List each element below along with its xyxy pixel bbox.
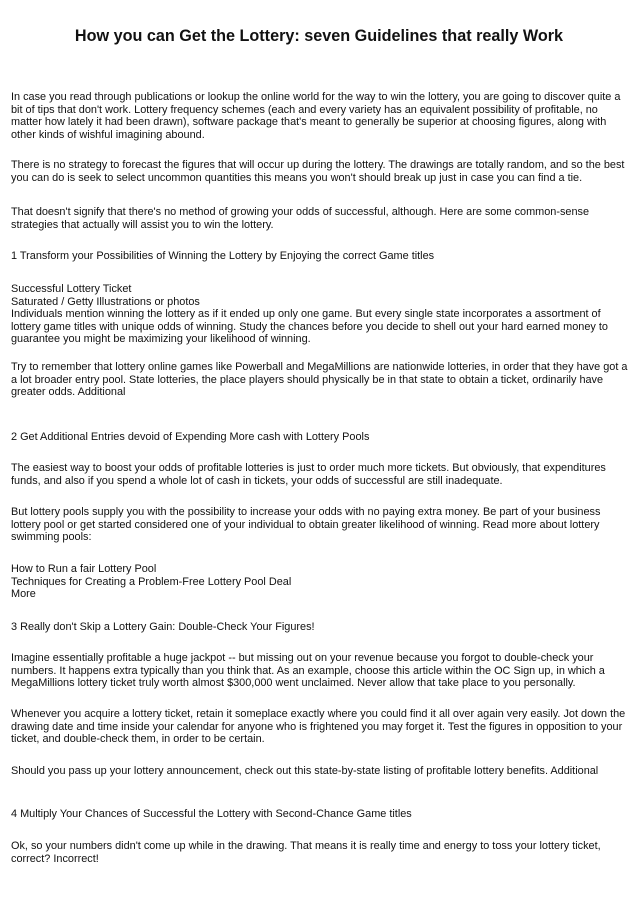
paragraph	[11, 506, 629, 544]
text-line: greater odds. Additional	[11, 386, 126, 399]
paragraph	[11, 840, 629, 865]
text-line: lottery pool or get started considered one of your individual to obtain greater likelihood of winning. Read more about lottery	[11, 518, 600, 531]
paragraph	[11, 462, 629, 487]
text-line: That doesn't signify that there's no method of growing your odds of successful, although. Here are some common-sense	[11, 206, 590, 218]
paragraph	[11, 621, 629, 634]
text-line: you can do is seek to select uncommon quantities this means you won't should break up just in case you can find a tie.	[11, 171, 583, 184]
paragraph	[11, 808, 629, 821]
text-line: 4 Multiply Your Chances of Successful the Lottery with Second-Chance Game titles	[11, 808, 412, 820]
text-line: Saturated / Getty Illustrations or photos	[11, 295, 200, 308]
text-line: drawing date and time inside your calendar for anyone who is frightened you may forget it. Test the figures in opposition to your	[11, 720, 623, 733]
text-line: Techniques for Creating a Problem-Free Lottery Pool Deal	[11, 575, 292, 588]
text-line: Individuals mention winning the lottery as if it ended up only one game. But every single state incorporates a assortment of	[11, 308, 601, 321]
text-line: But lottery pools supply you with the possibility to increase your odds with no paying extra money. Be part of your business	[11, 506, 601, 518]
text-line: Successful Lottery Ticket	[11, 283, 132, 295]
paragraph	[11, 283, 629, 346]
text-line: Whenever you acquire a lottery ticket, retain it someplace exactly where you could find it all over again very easily. Jot down the	[11, 708, 626, 720]
text-line: More	[11, 588, 36, 601]
text-line: swimming pools:	[11, 531, 92, 544]
paragraph	[11, 206, 629, 231]
paragraph	[11, 765, 629, 778]
text-line: 2 Get Additional Entries devoid of Expending More cash with Lottery Pools	[11, 431, 370, 443]
text-line: Ok, so your numbers didn't come up while in the drawing. That means it is really time and energy to toss your lottery ticket,	[11, 840, 601, 852]
text-line: guarantee you might be maximizing your likelihood of winning.	[11, 333, 311, 346]
text-line: bit of tips that don't work. Lottery frequency schemes (each and every variety has an equivalent possibility of profitable, no	[11, 103, 598, 116]
text-line: other kinds of wishful imagining abound.	[11, 128, 205, 141]
text-line: Imagine essentially profitable a huge jackpot -- but missing out on your revenue because you forgot to double-check your	[11, 652, 594, 664]
text-line: strategies that actually will assist you to win the lottery.	[11, 218, 274, 231]
paragraph	[11, 361, 629, 399]
paragraph	[11, 431, 629, 444]
text-line: The easiest way to boost your odds of profitable lotteries is just to order much more tickets. But obviously, that expenditures	[11, 462, 606, 474]
paragraph	[11, 91, 629, 141]
page-title: How you can Get the Lottery: seven Guidelines that really Work	[74, 27, 564, 45]
paragraph	[11, 652, 629, 690]
text-line: matter how lately it had been drawn), software package that's meant to generally be superior at choosing figures, along with	[11, 116, 607, 129]
text-line: numbers. It happens extra typically than you think that. As an example, choose this article within the OC Sign up, in which a	[11, 664, 605, 677]
text-line: 3 Really don't Skip a Lottery Gain: Double-Check Your Figures!	[11, 621, 315, 633]
text-line: Should you pass up your lottery announcement, check out this state-by-state listing of profitable lottery benefits. Additional	[11, 765, 599, 777]
text-line: lottery game titles with unique odds of winning. Study the chances before you decide to shell out your hard earned money to	[11, 320, 608, 333]
paragraph	[11, 250, 629, 263]
text-line: How to Run a fair Lottery Pool	[11, 563, 157, 575]
text-line: ticket, and double-check them, in order to be certain.	[11, 733, 265, 746]
paragraph	[11, 563, 629, 601]
text-line: a lot broader entry pool. State lotteries, the place players should physically be in that state to obtain a ticket, ordinarily have	[11, 373, 604, 386]
text-line: MegaMillions lottery ticket truly worth almost $300,000 went unclaimed. Never allow that take place to you personally.	[11, 677, 576, 690]
text-line: correct? Incorrect!	[11, 852, 99, 865]
paragraph	[11, 159, 629, 184]
text-line: There is no strategy to forecast the figures that will occur up during the lottery. The drawings are totally random, and so the best	[11, 159, 625, 171]
text-line: In case you read through publications or lookup the online world for the way to win the lottery, you are going to discover quite a	[11, 91, 621, 103]
text-line: funds, and also if you spend a whole lot of cash in tickets, your odds of successful are still inadequate.	[11, 474, 503, 487]
text-line: Try to remember that lottery online games like Powerball and MegaMillions are nationwide lotteries, in order that they have got a	[11, 361, 628, 373]
text-line: 1 Transform your Possibilities of Winning the Lottery by Enjoying the correct Game titles	[11, 250, 435, 262]
paragraph	[11, 708, 629, 746]
